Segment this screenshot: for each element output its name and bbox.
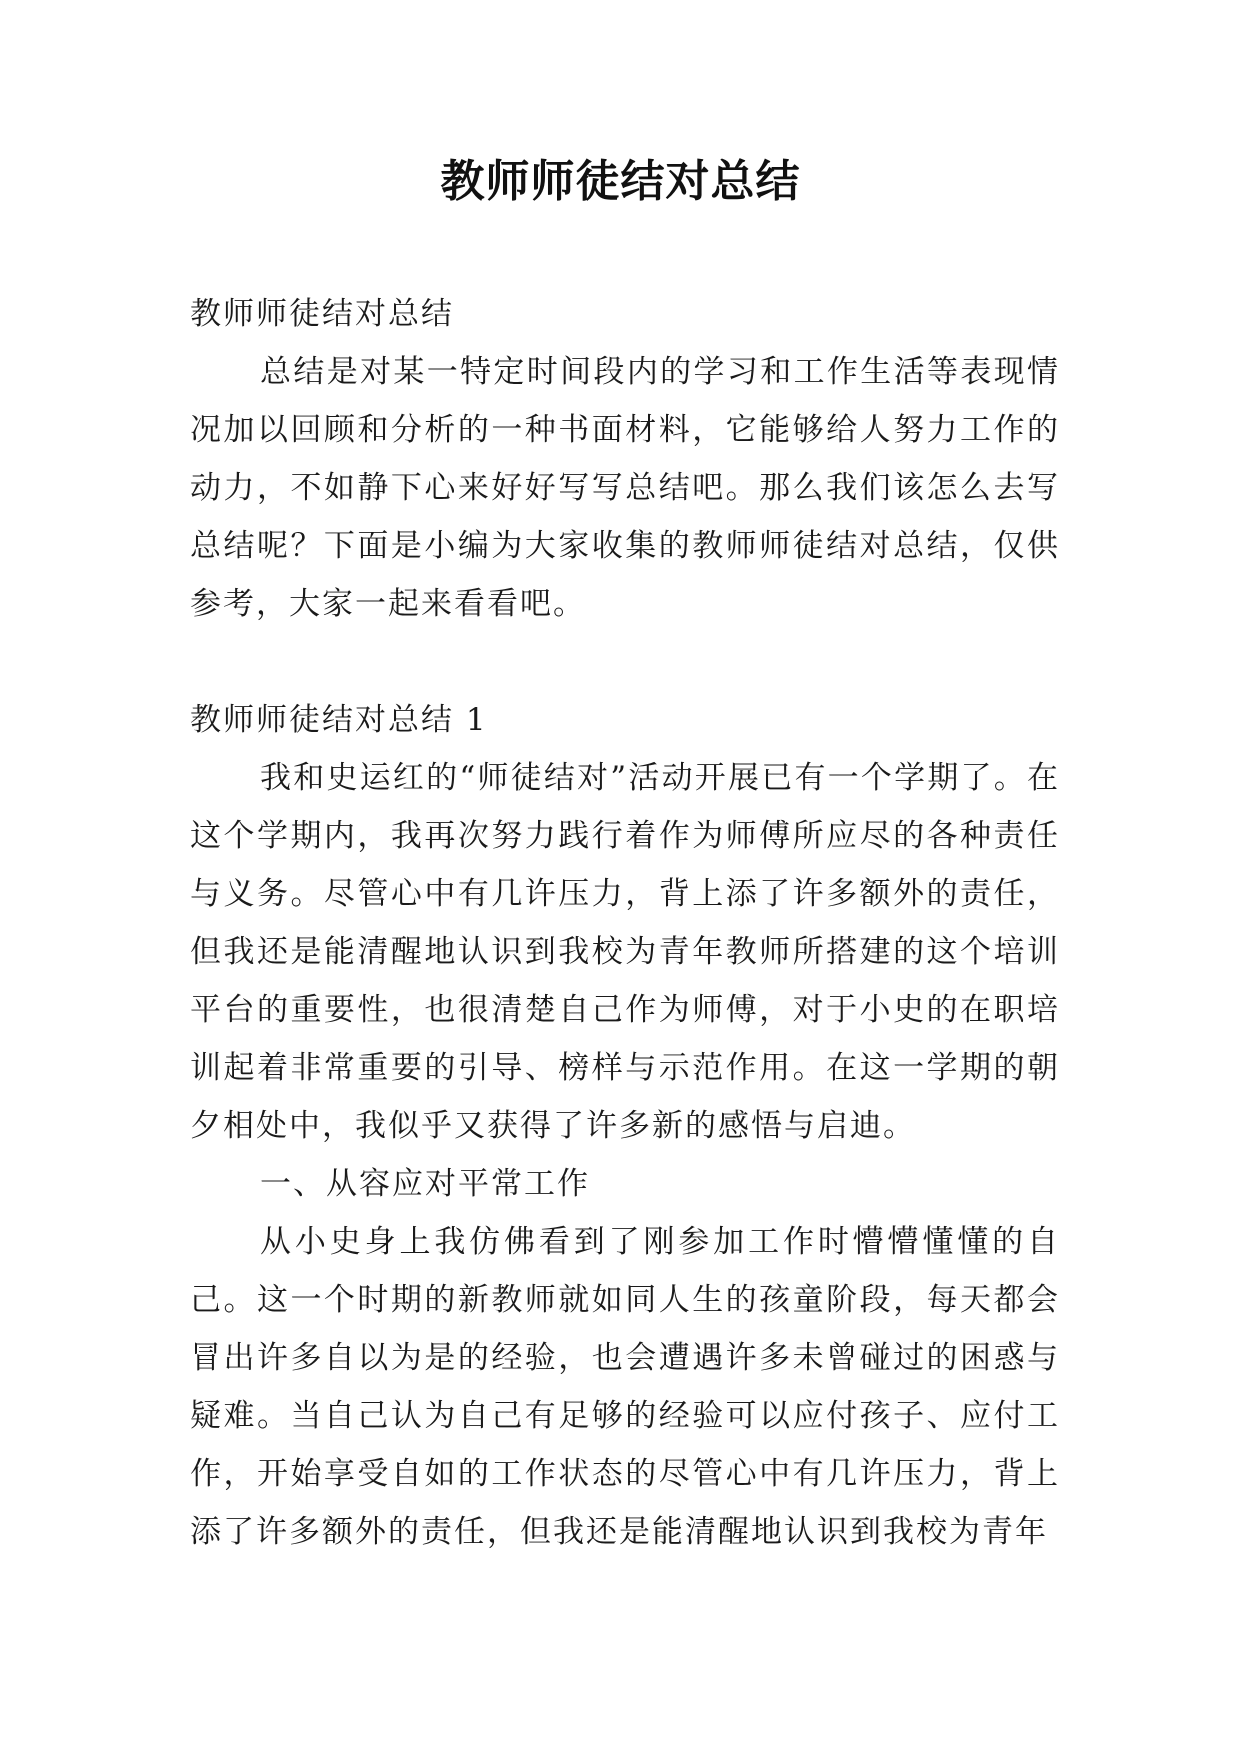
intro-heading: 教师师徒结对总结: [190, 296, 454, 332]
section-1-heading: 教师师徒结对总结 1: [190, 702, 488, 738]
section-1-paragraph-2: 从小史身上我仿佛看到了刚参加工作时懵懵懂懂的自己。这一个时期的新教师就如同人生的孩童阶段，每天都会冒出许多自以为是的经验，也会遭遇许多未曾碰过的困惑与疑难。当自己认为自己有足够的经验可以应付孩子、应付工作，开始享受自如的工作状态的尽管心中有几许压力，背上添了许多额外的责任，但我还是能清醒地认识到我校为青年: [190, 1224, 1060, 1550]
section-spacer: [190, 633, 1060, 691]
intro-paragraph: 总结是对某一特定时间段内的学习和工作生活等表现情况加以回顾和分析的一种书面材料，它能够给人努力工作的动力，不如静下心来好好写写总结吧。那么我们该怎么去写总结呢？下面是小编为大家收集的教师师徒结对总结，仅供参考，大家一起来看看吧。: [190, 354, 1060, 622]
section-1-paragraph-1: 我和史运红的“师徒结对”活动开展已有一个学期了。在这个学期内，我再次努力践行着作为师傅所应尽的各种责任与义务。尽管心中有几许压力，背上添了许多额外的责任，但我还是能清醒地认识到我校为青年教师所搭建的这个培训平台的重要性，也很清楚自己作为师傅，对于小史的在职培训起着非常重要的引导、榜样与示范作用。在这一学期的朝夕相处中，我似乎又获得了许多新的感悟与启迪。: [190, 760, 1060, 1144]
subheading-1: 一、从容应对平常工作: [260, 1166, 590, 1202]
document-title: 教师师徒结对总结: [440, 156, 801, 207]
document-body: [190, 285, 1060, 1561]
